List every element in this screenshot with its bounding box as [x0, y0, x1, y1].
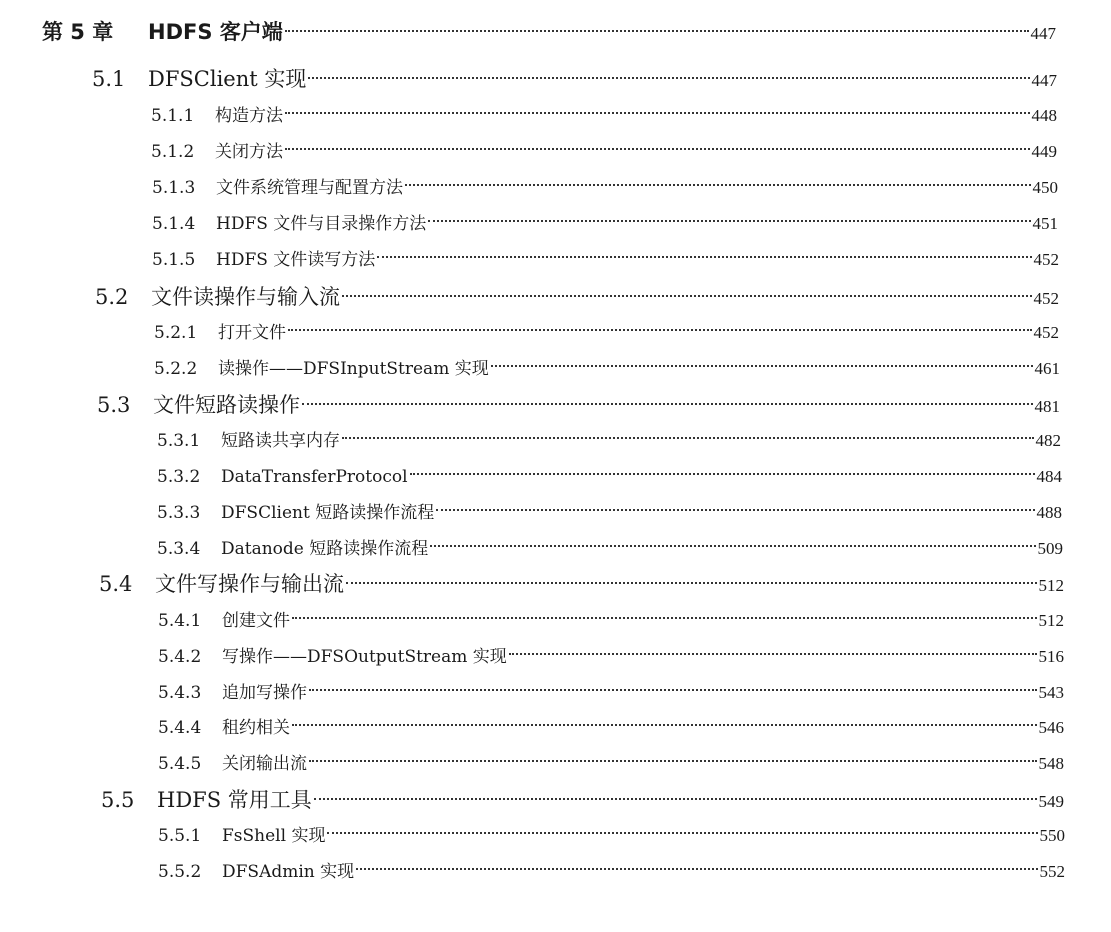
- toc-section-row: [101, 783, 1064, 817]
- subsection-title: 创建文件: [222, 611, 290, 631]
- toc-subsection-row: [157, 496, 1062, 530]
- subsection-title: DataTransferProtocol: [221, 467, 408, 487]
- dot-leader: [292, 617, 1037, 619]
- dot-leader: [302, 403, 1033, 405]
- toc-subsection-row: [152, 207, 1058, 241]
- dot-leader: [436, 509, 1034, 511]
- subsection-number: 5.5.2: [158, 862, 202, 882]
- section-number: 5.2: [95, 285, 129, 309]
- page-number: 451: [1032, 214, 1058, 233]
- dot-leader: [285, 30, 1029, 32]
- page-number: 447: [1031, 71, 1057, 90]
- toc-subsection-row: [158, 640, 1064, 674]
- subsection-number: 5.1.2: [151, 142, 195, 162]
- chapter-number: 第 5 章: [42, 20, 114, 44]
- subsection-title: 构造方法: [215, 106, 283, 126]
- dot-leader: [405, 184, 1031, 186]
- subsection-number: 5.1.1: [151, 106, 195, 126]
- dot-leader: [430, 545, 1035, 547]
- toc-subsection-row: [151, 135, 1057, 169]
- dot-leader: [342, 437, 1034, 439]
- dot-leader: [285, 148, 1030, 150]
- section-number: 5.3: [97, 393, 131, 417]
- page-number: 452: [1033, 323, 1059, 342]
- section-number: 5.1: [92, 67, 126, 91]
- page-number: 552: [1039, 862, 1065, 881]
- dot-leader: [356, 868, 1037, 870]
- subsection-title: FsShell 实现: [222, 826, 326, 846]
- subsection-title: HDFS 文件读写方法: [216, 250, 376, 270]
- section-title: 文件短路读操作: [153, 393, 300, 417]
- dot-leader: [428, 220, 1030, 222]
- toc-subsection-row: [157, 460, 1062, 494]
- subsection-title: Datanode 短路读操作流程: [221, 539, 429, 559]
- toc-subsection-row: [158, 676, 1064, 710]
- page-number: 509: [1037, 539, 1063, 558]
- subsection-title: 追加写操作: [222, 683, 307, 703]
- subsection-title: DFSClient 短路读操作流程: [221, 503, 435, 523]
- toc-subsection-row: [154, 316, 1059, 350]
- toc-subsection-row: [157, 532, 1063, 566]
- toc-subsection-row: [154, 352, 1060, 386]
- dot-leader: [327, 832, 1037, 834]
- section-title: DFSClient 实现: [148, 67, 307, 91]
- toc-section-row: [92, 62, 1057, 96]
- toc-subsection-row: [152, 243, 1059, 277]
- page-number: 449: [1031, 142, 1057, 161]
- page-number: 512: [1038, 576, 1064, 595]
- subsection-number: 5.3.3: [157, 503, 201, 523]
- subsection-number: 5.1.4: [152, 214, 196, 234]
- subsection-title: HDFS 文件与目录操作方法: [216, 214, 427, 234]
- subsection-title: 读操作——DFSInputStream 实现: [218, 359, 489, 379]
- subsection-number: 5.4.3: [158, 683, 202, 703]
- dot-leader: [377, 256, 1031, 258]
- page-number: 516: [1038, 647, 1064, 666]
- subsection-number: 5.4.2: [158, 647, 202, 667]
- toc-section-row: [97, 388, 1060, 422]
- subsection-title: 关闭方法: [215, 142, 283, 162]
- section-number: 5.5: [101, 788, 135, 812]
- page-number: 550: [1039, 826, 1065, 845]
- section-number: 5.4: [99, 572, 133, 596]
- subsection-title: DFSAdmin 实现: [222, 862, 355, 882]
- page-number: 512: [1038, 611, 1064, 630]
- dot-leader: [285, 112, 1030, 114]
- subsection-number: 5.1.3: [152, 178, 196, 198]
- subsection-number: 5.2.1: [154, 323, 198, 343]
- subsection-title: 租约相关: [222, 718, 290, 738]
- page-number: 482: [1035, 431, 1061, 450]
- toc-subsection-row: [157, 424, 1061, 458]
- subsection-number: 5.3.4: [157, 539, 201, 559]
- page-number: 543: [1038, 683, 1064, 702]
- page-number: 452: [1033, 289, 1059, 308]
- dot-leader: [309, 689, 1037, 691]
- subsection-title: 关闭输出流: [222, 754, 307, 774]
- page-number: 448: [1031, 106, 1057, 125]
- chapter-title: HDFS 客户端: [148, 20, 283, 44]
- page-number: 447: [1030, 24, 1056, 43]
- subsection-number: 5.2.2: [154, 359, 198, 379]
- subsection-number: 5.3.2: [157, 467, 201, 487]
- dot-leader: [509, 653, 1037, 655]
- page-number: 484: [1036, 467, 1062, 486]
- toc-section-row: [95, 280, 1059, 314]
- dot-leader: [346, 582, 1037, 584]
- subsection-number: 5.4.4: [158, 718, 202, 738]
- page-number: 549: [1038, 792, 1064, 811]
- dot-leader: [292, 724, 1037, 726]
- subsection-title: 文件系统管理与配置方法: [216, 178, 403, 198]
- toc-subsection-row: [158, 855, 1065, 889]
- toc-subsection-row: [151, 99, 1057, 133]
- subsection-number: 5.4.5: [158, 754, 202, 774]
- dot-leader: [314, 798, 1037, 800]
- page-number: 452: [1033, 250, 1059, 269]
- subsection-number: 5.1.5: [152, 250, 196, 270]
- subsection-number: 5.3.1: [157, 431, 201, 451]
- toc-subsection-row: [158, 711, 1064, 745]
- toc-subsection-row: [158, 604, 1064, 638]
- subsection-title: 写操作——DFSOutputStream 实现: [222, 647, 507, 667]
- page-number: 481: [1034, 397, 1060, 416]
- page-number: 548: [1038, 754, 1064, 773]
- subsection-title: 短路读共享内存: [221, 431, 340, 451]
- toc-subsection-row: [158, 747, 1064, 781]
- dot-leader: [410, 473, 1035, 475]
- subsection-title: 打开文件: [218, 323, 286, 343]
- dot-leader: [288, 329, 1032, 331]
- toc-subsection-row: [152, 171, 1058, 205]
- page-number: 450: [1032, 178, 1058, 197]
- page-number: 488: [1036, 503, 1062, 522]
- section-title: 文件写操作与输出流: [155, 572, 344, 596]
- page-number: 461: [1034, 359, 1060, 378]
- toc-subsection-row: [158, 819, 1065, 853]
- section-title: 文件读操作与输入流: [151, 285, 340, 309]
- dot-leader: [309, 760, 1037, 762]
- subsection-number: 5.4.1: [158, 611, 202, 631]
- dot-leader: [491, 365, 1033, 367]
- subsection-number: 5.5.1: [158, 826, 202, 846]
- section-title: HDFS 常用工具: [157, 788, 312, 812]
- toc-section-row: [99, 567, 1064, 601]
- toc-chapter-row: [42, 15, 1056, 49]
- dot-leader: [342, 295, 1032, 297]
- page-number: 546: [1038, 718, 1064, 737]
- dot-leader: [308, 77, 1029, 79]
